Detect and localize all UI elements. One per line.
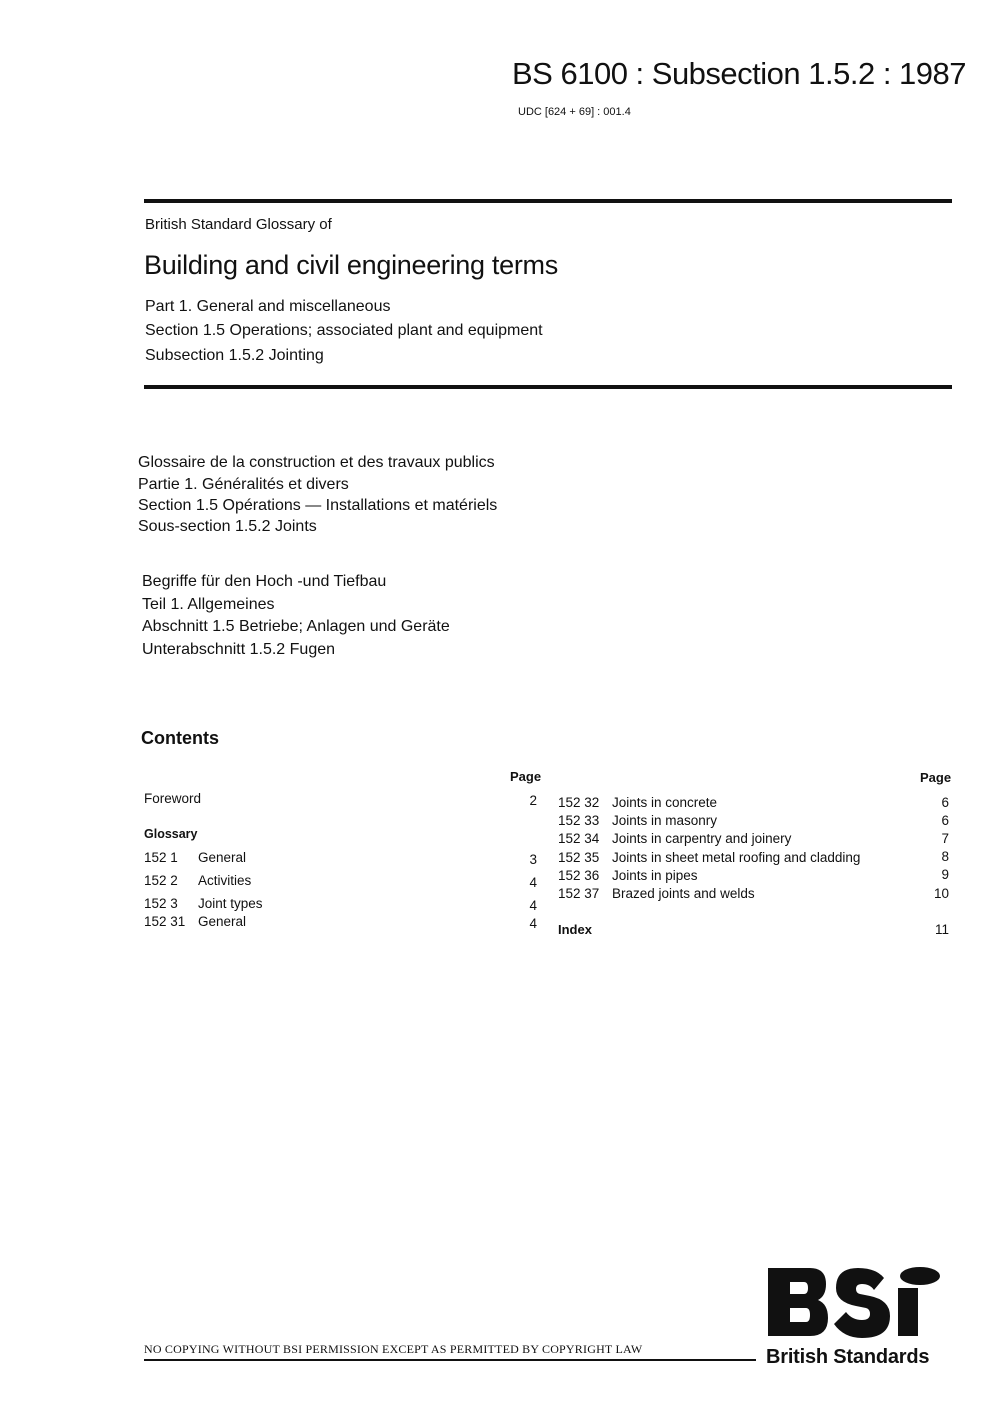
copyright-notice: NO COPYING WITHOUT BSI PERMISSION EXCEPT AS PERMITTED BY COPYRIGHT LAW	[144, 1342, 643, 1356]
french-subsection: Sous-section 1.5.2 Joints	[138, 518, 317, 535]
page-column-label-right: Page	[920, 770, 952, 785]
toc-entry-title[interactable]: Brazed joints and welds	[612, 886, 755, 901]
toc-entry-page: 10	[933, 886, 949, 901]
toc-entry-title[interactable]: Joint types	[198, 896, 263, 911]
toc-entry-title[interactable]: Joints in sheet metal roofing and cladding	[612, 850, 861, 865]
toc-entry-page: 4	[529, 875, 537, 890]
toc-index-page: 11	[934, 922, 949, 937]
toc-entry-code: 152 31	[144, 914, 186, 929]
bsi-logo-text: BSi	[854, 1316, 856, 1317]
toc-entry-code: 152 1	[144, 850, 178, 865]
top-rule	[144, 199, 952, 203]
subsection-line: Subsection 1.5.2 Jointing	[145, 347, 324, 364]
toc-entry-page: 9	[941, 867, 949, 882]
toc-entry-title[interactable]: General	[198, 914, 247, 929]
toc-foreword-page: 2	[529, 793, 537, 808]
title-bottom-rule	[144, 385, 952, 389]
toc-foreword[interactable]: Foreword	[144, 791, 202, 806]
german-subsection: Unterabschnitt 1.5.2 Fugen	[142, 641, 336, 658]
toc-entry-title[interactable]: General	[198, 850, 247, 865]
toc-glossary-heading: Glossary	[144, 827, 198, 841]
toc-index[interactable]: Index	[558, 922, 592, 937]
toc-entry-title[interactable]: Joints in carpentry and joinery	[612, 831, 792, 846]
main-title: Building and civil engineering terms	[144, 250, 558, 280]
udc-code: UDC [624 + 69] : 001.4	[518, 106, 631, 118]
glossary-of-label: British Standard Glossary of	[145, 216, 332, 233]
contents-heading: Contents	[141, 728, 219, 748]
toc-entry-page: 4	[529, 898, 537, 913]
toc-entry-title[interactable]: Joints in pipes	[612, 868, 698, 883]
toc-entry-code: 152 35	[558, 850, 600, 865]
toc-entry-title[interactable]: Joints in concrete	[612, 795, 718, 810]
german-part: Teil 1. Allgemeines	[142, 596, 275, 613]
toc-entry-page: 6	[941, 795, 949, 810]
toc-entry-title[interactable]: Joints in masonry	[612, 813, 718, 828]
toc-entry-code: 152 34	[558, 831, 600, 846]
german-section: Abschnitt 1.5 Betriebe; Anlagen und Geräte	[142, 618, 450, 635]
footer-rule	[144, 1359, 756, 1361]
toc-entry-page: 4	[529, 916, 537, 931]
french-part: Partie 1. Généralités et divers	[138, 476, 349, 493]
part-line: Part 1. General and miscellaneous	[145, 298, 391, 315]
page-column-label-left: Page	[510, 769, 542, 784]
british-standards-caption: British Standards	[766, 1346, 930, 1368]
toc-entry-page: 6	[941, 813, 949, 828]
section-line: Section 1.5 Operations; associated plant and equipment	[145, 322, 543, 339]
toc-entry-code: 152 37	[558, 886, 600, 901]
toc-entry-page: 7	[941, 831, 949, 846]
toc-entry-page: 8	[941, 849, 949, 864]
french-title: Glossaire de la construction et des travaux publics	[138, 454, 495, 471]
standard-number: BS 6100 : Subsection 1.5.2 : 1987	[512, 56, 967, 91]
toc-entry-page: 3	[529, 852, 537, 867]
toc-entry-code: 152 33	[558, 813, 600, 828]
toc-entry-title[interactable]: Activities	[198, 873, 252, 888]
toc-entry-code: 152 2	[144, 873, 178, 888]
bsi-logo	[766, 1264, 944, 1344]
toc-entry-code: 152 36	[558, 868, 600, 883]
toc-entry-code: 152 32	[558, 795, 600, 810]
french-section: Section 1.5 Opérations — Installations et matériels	[138, 497, 498, 514]
toc-entry-code: 152 3	[144, 896, 178, 911]
german-title: Begriffe für den Hoch -und Tiefbau	[142, 573, 387, 590]
